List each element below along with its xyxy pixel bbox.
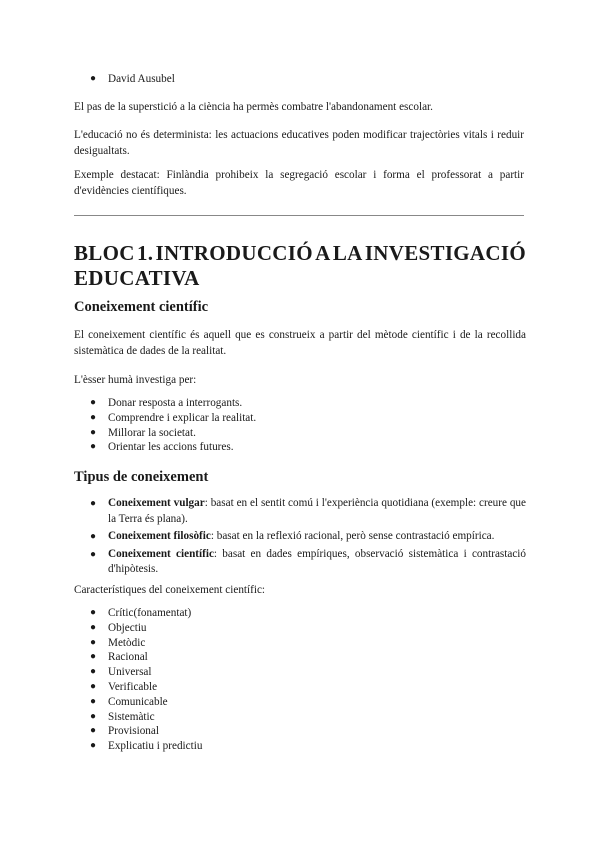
term: Coneixement vulgar	[108, 497, 205, 509]
bullet-icon: ●	[90, 498, 97, 509]
list-item-text: Verificable	[108, 680, 158, 693]
list-item-text: Universal	[108, 666, 152, 679]
title-word: BLOC	[74, 241, 135, 265]
list-item-text: Explicatiu i predictiu	[108, 740, 203, 753]
list-item-text: Comprendre i explicar la realitat.	[108, 411, 257, 424]
list-item	[90, 411, 256, 426]
horizontal-rule	[74, 215, 524, 216]
list-item-text: Orientar les accions futures.	[108, 441, 234, 454]
bullet-icon: ●	[90, 725, 97, 737]
knowledge-types-list	[90, 496, 526, 578]
list-item	[90, 650, 202, 665]
title-line-1	[74, 241, 526, 266]
paragraph: El pas de la superstició a la ciència ha permès combatre l'abandonament escolar.	[74, 101, 433, 113]
bullet-icon: ●	[90, 740, 97, 752]
list-item	[90, 665, 202, 680]
title-line-2: EDUCATIVA	[74, 266, 200, 290]
list-item	[90, 636, 202, 651]
list-item	[90, 496, 526, 527]
term: Coneixement científic	[108, 547, 214, 560]
title-word: A	[315, 241, 331, 265]
list-item-text: Donar resposta a interrogants.	[108, 397, 243, 409]
bullet-icon: ●	[90, 441, 97, 453]
bullet-icon: ●	[90, 621, 97, 633]
bullet-icon: ●	[90, 680, 97, 692]
bullet-icon: ●	[90, 636, 97, 648]
list-item	[90, 72, 175, 87]
definition: : basat en el sentit comú i l'experiència quotidiana (exemple: creure que la Terra és plana).	[108, 497, 526, 525]
list-item	[90, 739, 202, 754]
title-word: INVESTIGACIÓ	[364, 241, 526, 265]
list-item-text: Objectiu	[108, 621, 147, 634]
list-item-text: Sistemàtic	[108, 710, 155, 723]
bullet-icon: ●	[90, 73, 97, 84]
list-item	[90, 547, 526, 578]
paragraph: Exemple destacat: Finlàndia prohibeix la segregació escolar i forma el professorat a partir d'evidències científiques.	[74, 169, 524, 197]
list-item-text: Millorar la societat.	[108, 426, 196, 439]
list-item	[90, 695, 202, 710]
paragraph: El coneixement científic és aquell que es construeix a partir del mètode científic i de la recollida sistemàtica de dades de la realitat.	[74, 329, 526, 357]
term: Coneixement filosòfic	[108, 530, 211, 542]
bullet-icon: ●	[90, 426, 97, 438]
list-item	[90, 396, 256, 411]
list-item-text: Comunicable	[108, 695, 168, 708]
section-heading: Tipus de coneixement	[74, 469, 209, 485]
purpose-list	[90, 396, 256, 455]
list-item-text: Provisional	[108, 725, 159, 738]
list-item-text: Crític(fonamentat)	[108, 607, 192, 619]
bullet-icon: ●	[90, 548, 97, 560]
bullet-icon: ●	[90, 607, 97, 618]
definition: : basat en la reflexió racional, però sense contrastació empírica.	[210, 530, 495, 542]
bullet-icon: ●	[90, 695, 97, 707]
list-item	[90, 529, 526, 545]
list-item-text: Racional	[108, 651, 148, 664]
list-item	[90, 621, 202, 636]
list-item	[90, 440, 256, 455]
paragraph: L'èsser humà investiga per:	[74, 374, 197, 386]
bullet-icon: ●	[90, 651, 97, 663]
page-title	[74, 241, 526, 291]
list-item	[90, 606, 202, 621]
list-item-text: David Ausubel	[108, 73, 175, 85]
list-item-text: Metòdic	[108, 636, 146, 649]
list-item	[90, 710, 202, 725]
paragraph: L'educació no és determinista: les actuacions educatives poden modificar trajectòries vitals i reduir desigualtats.	[74, 129, 524, 157]
list-item	[90, 680, 202, 695]
paragraph: Característiques del coneixement científic:	[74, 584, 266, 596]
characteristics-list	[90, 606, 202, 754]
title-word: 1.	[136, 241, 154, 265]
bullet-icon: ●	[90, 531, 97, 542]
list-item	[90, 724, 202, 739]
title-word: LA	[332, 241, 363, 265]
bullet-icon: ●	[90, 666, 97, 678]
bullet-icon: ●	[90, 710, 97, 722]
section-heading: Coneixement científic	[74, 299, 209, 315]
list-item	[90, 426, 256, 441]
definition: : basat en dades empíriques, observació sistemàtica i contrastació d'hipòtesis.	[108, 547, 526, 575]
title-word: INTRODUCCIÓ	[155, 241, 313, 265]
top-bullet-list	[90, 72, 175, 87]
bullet-icon: ●	[90, 397, 97, 408]
bullet-icon: ●	[90, 411, 97, 423]
